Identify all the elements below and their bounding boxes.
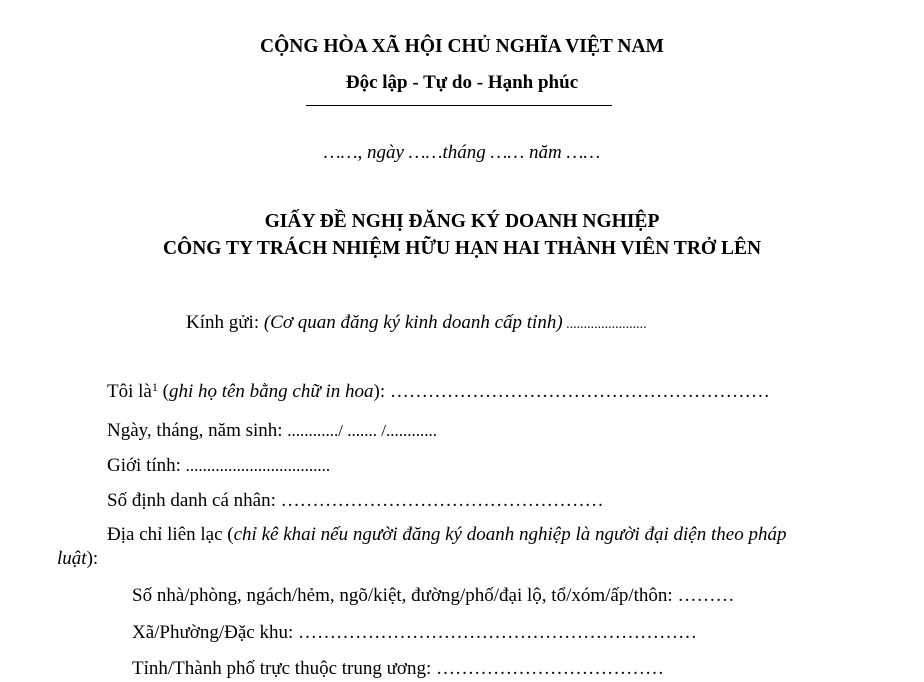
field-street-label: Số nhà/phòng, ngách/hẻm, ngõ/kiệt, đường/phố/đại lộ, tổ/xóm/ấp/thôn: <box>132 585 678 606</box>
field-contact-address-hint: chỉ kê khai nếu người đăng ký doanh nghiệp là người đại diện theo pháp <box>233 524 787 545</box>
recipient-label: Kính gửi: <box>186 312 264 333</box>
field-province-blank[interactable]: ……………………………… <box>435 658 664 679</box>
field-gender <box>107 455 330 477</box>
field-ward-blank[interactable]: ……………………………………………………… <box>298 622 697 643</box>
field-street <box>132 585 734 607</box>
field-name-hint: ghi họ tên bằng chữ in hoa <box>168 381 374 402</box>
field-contact-address-label: Địa chỉ liên lạc ( <box>107 524 234 545</box>
document-title-line1: GIẤY ĐỀ NGHỊ ĐĂNG KÝ DOANH NGHIỆP <box>264 211 660 232</box>
field-birth-date <box>107 420 437 442</box>
field-name-blank[interactable]: …………………………………………………… <box>389 381 770 402</box>
national-title: CỘNG HÒA XÃ HỘI CHỦ NGHĨA VIỆT NAM <box>260 36 664 57</box>
recipient-line <box>186 312 647 334</box>
recipient-hint: (Cơ quan đăng ký kinh doanh cấp tỉnh) <box>263 312 563 333</box>
field-ward-label: Xã/Phường/Đặc khu: <box>132 622 298 643</box>
field-birth-date-blank[interactable]: ............/ ....... /............ <box>287 421 437 440</box>
field-name-label: Tôi là <box>107 381 152 402</box>
footnote-marker: 1 <box>151 380 158 394</box>
field-name <box>107 381 770 403</box>
field-province <box>132 658 664 680</box>
field-id-number-blank[interactable]: …………………………………………… <box>280 490 604 511</box>
field-street-blank[interactable]: ……… <box>677 585 735 606</box>
national-motto: Độc lập - Tự do - Hạnh phúc <box>345 72 579 93</box>
field-contact-address-hint-cont: luật <box>57 548 87 569</box>
field-province-label: Tỉnh/Thành phố trực thuộc trung ương: <box>132 658 436 679</box>
field-gender-label: Giới tính: <box>107 455 186 476</box>
field-contact-address <box>107 524 786 546</box>
field-birth-date-label: Ngày, tháng, năm sinh: <box>107 420 288 441</box>
field-gender-blank[interactable]: .................................. <box>185 456 331 475</box>
recipient-blank[interactable]: ....................... <box>562 317 647 332</box>
paren-close: ): <box>373 381 390 402</box>
document-title-line2: CÔNG TY TRÁCH NHIỆM HỮU HẠN HAI THÀNH VIÊN TRỞ LÊN <box>162 238 762 259</box>
field-ward <box>132 622 697 644</box>
paren-open: ( <box>157 381 169 402</box>
date-line: ……, ngày ……tháng …… năm …… <box>323 142 601 163</box>
motto-divider <box>306 105 612 106</box>
field-contact-address-cont <box>57 548 98 570</box>
field-contact-address-close: ): <box>86 548 99 569</box>
field-id-number-label: Số định danh cá nhân: <box>107 490 281 511</box>
field-id-number <box>107 490 604 512</box>
